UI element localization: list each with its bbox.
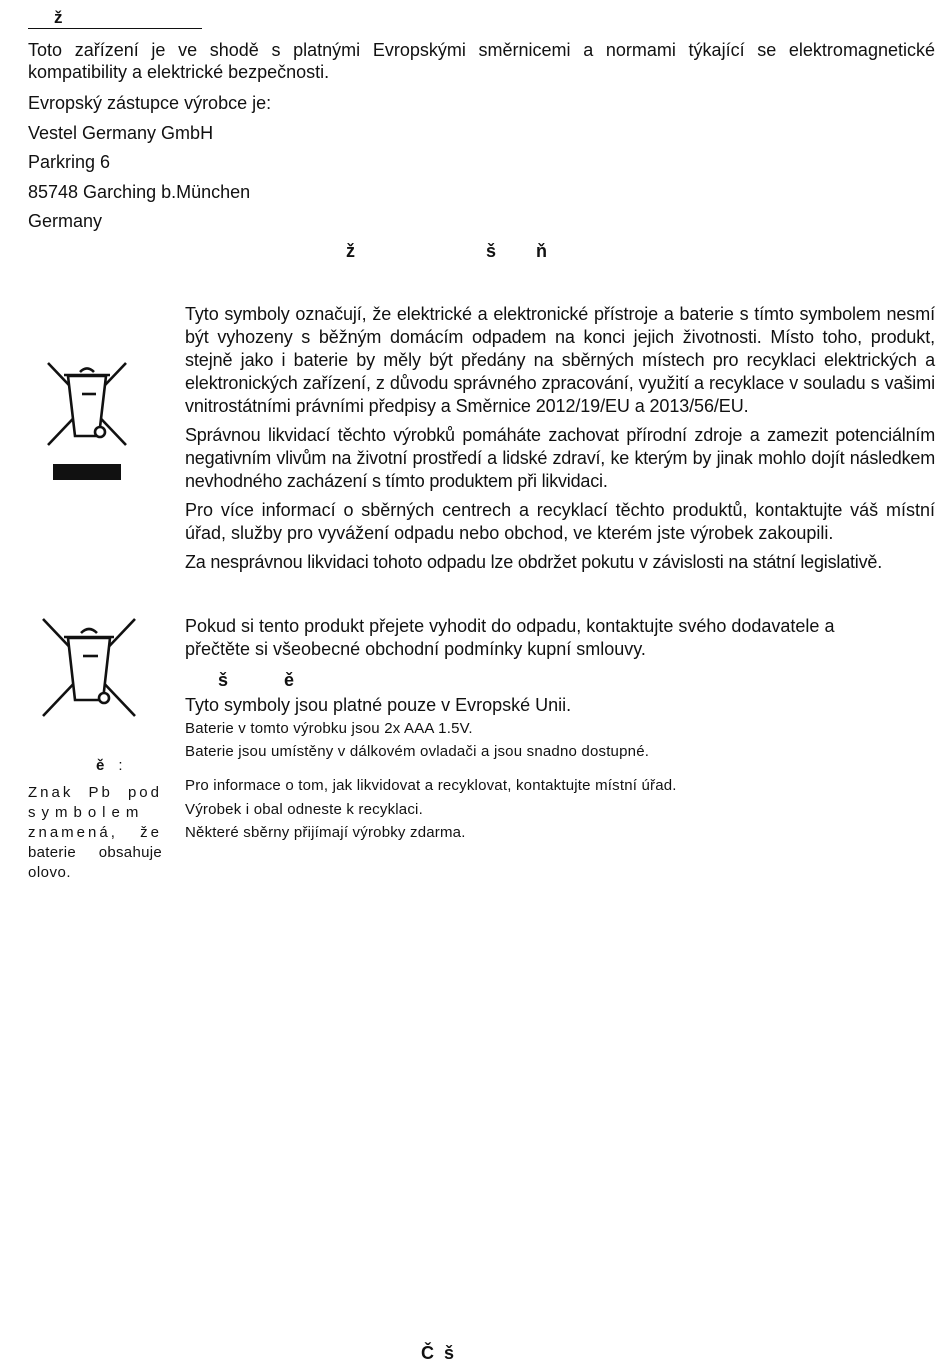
- section-heading: ž: [28, 8, 202, 29]
- battery-type-text: Baterie v tomto výrobku jsou 2x AAA 1.5V.: [185, 720, 473, 737]
- lead-note-line: olovo.: [28, 864, 72, 881]
- weee-paragraph-2: Správnou likvidací těchto výrobků pomáháte zachovat přírodní zdroje a zamezit potenciálním negativním vlivům na životní prostředí a lidské zdraví, ke kterým by jinak mohlo dojít následkem nevhodného zacházení s tímto produktem při likvidaci.: [185, 425, 935, 491]
- weee-paragraph-1: Tyto symboly označují, že elektrické a elektronické přístroje a baterie s tímto symbolem nesmí být vyhozeny s běžným domácím odpadem na konci jejich životnosti. Místo toho, produkt, stejně jako i baterie by měly být předány na sběrných místech pro recyklaci elektrických a elektronických zařízení, z důvodu správného zpracování, využití a recyklace v souladu s vašimi vnitrostátními právními předpisy a Směrnice 2012/19/EU a 2013/56/EU.: [185, 304, 935, 416]
- city-address: 85748 Garching b.München: [28, 182, 251, 202]
- lead-note-line: symbolem: [28, 804, 145, 821]
- free-collection-text: Některé sběrny přijímají výrobky zdarma.: [185, 824, 466, 841]
- country: Germany: [28, 211, 103, 231]
- business-paragraph: Pokud si tento produkt přejete vyhodit do odpadu, kontaktujte svého dodavatele a přečtěte si všeobecné obchodní podmínky kupní smlouvy.: [185, 616, 835, 659]
- battery-subheading-part2: ě: [284, 670, 295, 690]
- lead-note-line: znamená, že: [28, 824, 162, 841]
- battery-subheading-part1: š: [218, 670, 229, 690]
- representative-label: Evropský zástupce výrobce je:: [28, 93, 272, 113]
- lead-note-line: Znak Pb pod: [28, 784, 162, 801]
- weee-paragraph-3: Pro více informací o sběrných centrech a recyklací těchto produktů, kontaktujte váš místní úřad, služby pro vyvážení odpadu nebo obchod, ve kterém jste výrobek zakoupili.: [185, 500, 935, 543]
- lead-note: [28, 783, 162, 883]
- weee-bin-icon: [40, 616, 138, 720]
- street-address: Parkring 6: [28, 152, 111, 172]
- page-footer: Č š: [421, 1343, 455, 1363]
- disposal-heading-part1: ž: [346, 241, 355, 261]
- weee-bin-icon: [44, 360, 130, 484]
- eu-only-text: Tyto symboly jsou platné pouze v Evropské Unii.: [185, 695, 572, 715]
- recycling-info-text: Pro informace o tom, jak likvidovat a recyklovat, kontaktujte místní úřad.: [185, 777, 677, 794]
- weee-paragraph-4: Za nesprávnou likvidaci tohoto odpadu lze obdržet pokutu v závislosti na státní legislativě.: [185, 552, 883, 572]
- compliance-text: Toto zařízení je ve shodě s platnými Evropskými směrnicemi a normami týkající se elektromagnetické kompatibility a elektrické bezpečnosti.: [28, 40, 935, 82]
- company-name: Vestel Germany GmbH: [28, 123, 214, 143]
- note-label: ě :: [96, 757, 123, 774]
- battery-location-text: Baterie jsou umístěny v dálkovém ovladači a jsou snadno dostupné.: [185, 743, 650, 760]
- disposal-heading-part2: š: [486, 241, 497, 261]
- disposal-heading-part3: ň: [536, 241, 547, 261]
- packaging-recycle-text: Výrobek i obal odneste k recyklaci.: [185, 801, 423, 818]
- lead-note-line: baterie obsahuje: [28, 844, 162, 861]
